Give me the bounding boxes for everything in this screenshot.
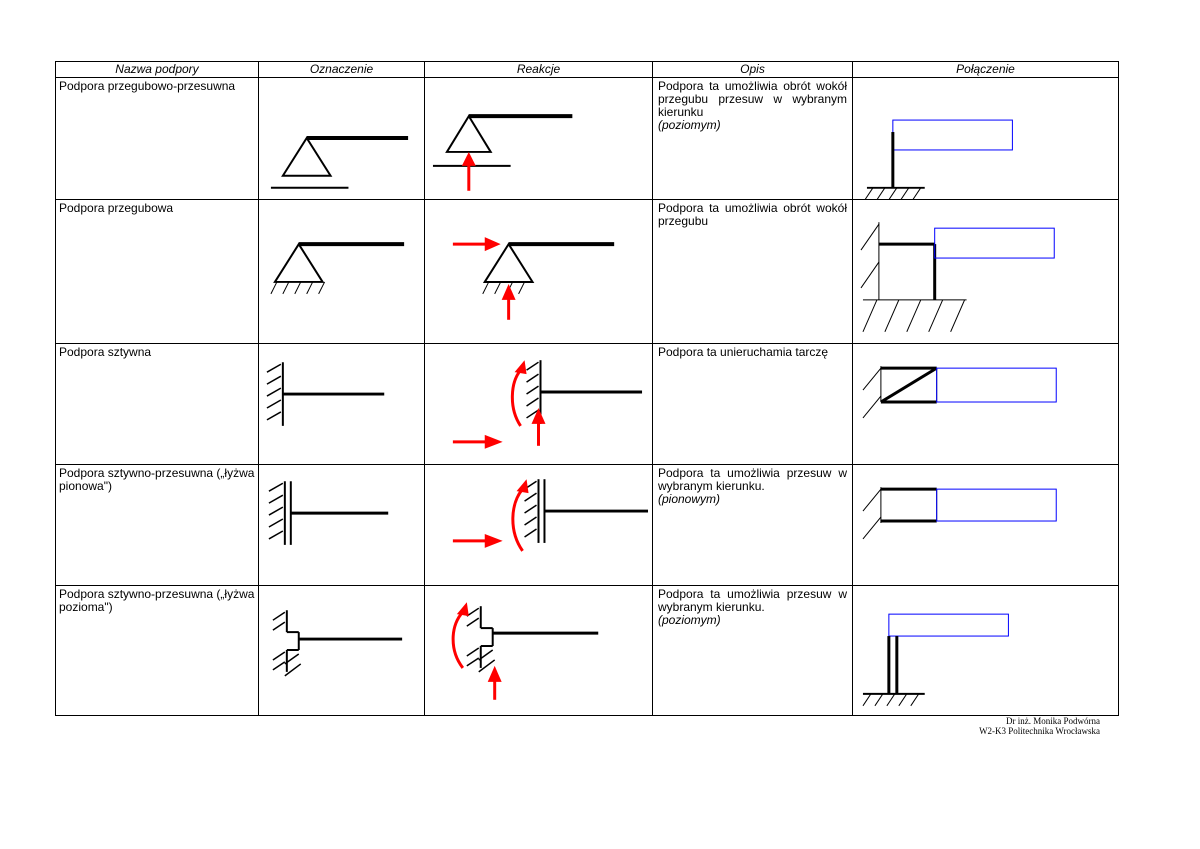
connection-pinned <box>853 200 1119 344</box>
support-description <box>653 465 853 586</box>
pinned-reactions-drawing <box>425 200 652 343</box>
reactions-horizontal-sliding-fixed <box>425 586 653 716</box>
pinned-symbol-drawing <box>259 200 424 343</box>
support-description <box>653 200 853 344</box>
reactions-pinned-roller <box>425 78 653 200</box>
connection-horizontal-sliding-fixed <box>853 586 1119 716</box>
pinned-connection-drawing <box>853 200 1118 343</box>
description-text: Podpora ta umożliwia przesuw w wybranym kierunku. <box>658 466 847 493</box>
vertical-sliding-fixed-connection-drawing <box>853 465 1118 585</box>
horizontal-sliding-fixed-symbol-drawing <box>259 586 424 715</box>
support-name: Podpora sztywna <box>56 344 259 465</box>
description-text: Podpora ta umożliwia przesuw w wybranym kierunku. <box>658 587 847 614</box>
symbol-fixed <box>259 344 425 465</box>
support-name: Podpora sztywno-przesuwna („łyżwa pozioma") <box>56 586 259 716</box>
reactions-vertical-sliding-fixed <box>425 465 653 586</box>
support-description <box>653 78 853 200</box>
symbol-vertical-sliding-fixed <box>259 465 425 586</box>
pinned-roller-reactions-drawing <box>425 78 652 199</box>
vertical-sliding-fixed-symbol-drawing <box>259 465 424 585</box>
footer-author: Dr inż. Monika Podwórna <box>1006 716 1100 726</box>
connection-vertical-sliding-fixed <box>853 465 1119 586</box>
support-name: Podpora przegubowo-przesuwna <box>56 78 259 200</box>
support-description <box>653 344 853 465</box>
vertical-sliding-fixed-reactions-drawing <box>425 465 652 585</box>
symbol-pinned-roller <box>259 78 425 200</box>
horizontal-sliding-fixed-reactions-drawing <box>425 586 652 715</box>
header-reactions: Reakcje <box>425 62 653 78</box>
header-connection: Połączenie <box>853 62 1119 78</box>
header-symbol: Oznaczenie <box>259 62 425 78</box>
description-text: Podpora ta umożliwia obrót wokół przegubu przesuw w wybranym kierunku <box>658 79 847 119</box>
fixed-reactions-drawing <box>425 344 652 464</box>
description-note: (poziomym) <box>658 613 721 627</box>
reactions-fixed <box>425 344 653 465</box>
reactions-pinned <box>425 200 653 344</box>
table-row <box>56 586 1119 716</box>
support-name: Podpora przegubowa <box>56 200 259 344</box>
table-row <box>56 200 1119 344</box>
connection-pinned-roller <box>853 78 1119 200</box>
table-row <box>56 465 1119 586</box>
fixed-symbol-drawing <box>259 344 424 464</box>
table-header-row <box>56 62 1119 78</box>
description-note: (pionowym) <box>658 492 721 506</box>
description-text: Podpora ta umożliwia obrót wokół przegubu <box>658 201 847 228</box>
supports-table <box>55 61 1119 716</box>
footer-unit: W2-K3 Politechnika Wrocławska <box>979 726 1100 736</box>
symbol-horizontal-sliding-fixed <box>259 586 425 716</box>
symbol-pinned <box>259 200 425 344</box>
header-description: Opis <box>653 62 853 78</box>
description-text: Podpora ta unieruchamia tarczę <box>658 345 829 359</box>
header-name: Nazwa podpory <box>56 62 259 78</box>
fixed-connection-drawing <box>853 344 1118 464</box>
horizontal-sliding-fixed-connection-drawing <box>853 586 1118 715</box>
footer <box>880 716 1100 736</box>
support-description <box>653 586 853 716</box>
table-row <box>56 344 1119 465</box>
connection-fixed <box>853 344 1119 465</box>
support-name: Podpora sztywno-przesuwna („łyżwa pionowa") <box>56 465 259 586</box>
pinned-roller-connection-drawing <box>853 78 1118 199</box>
pinned-roller-symbol-drawing <box>259 78 424 199</box>
table-row <box>56 78 1119 200</box>
description-note: (poziomym) <box>658 118 721 132</box>
